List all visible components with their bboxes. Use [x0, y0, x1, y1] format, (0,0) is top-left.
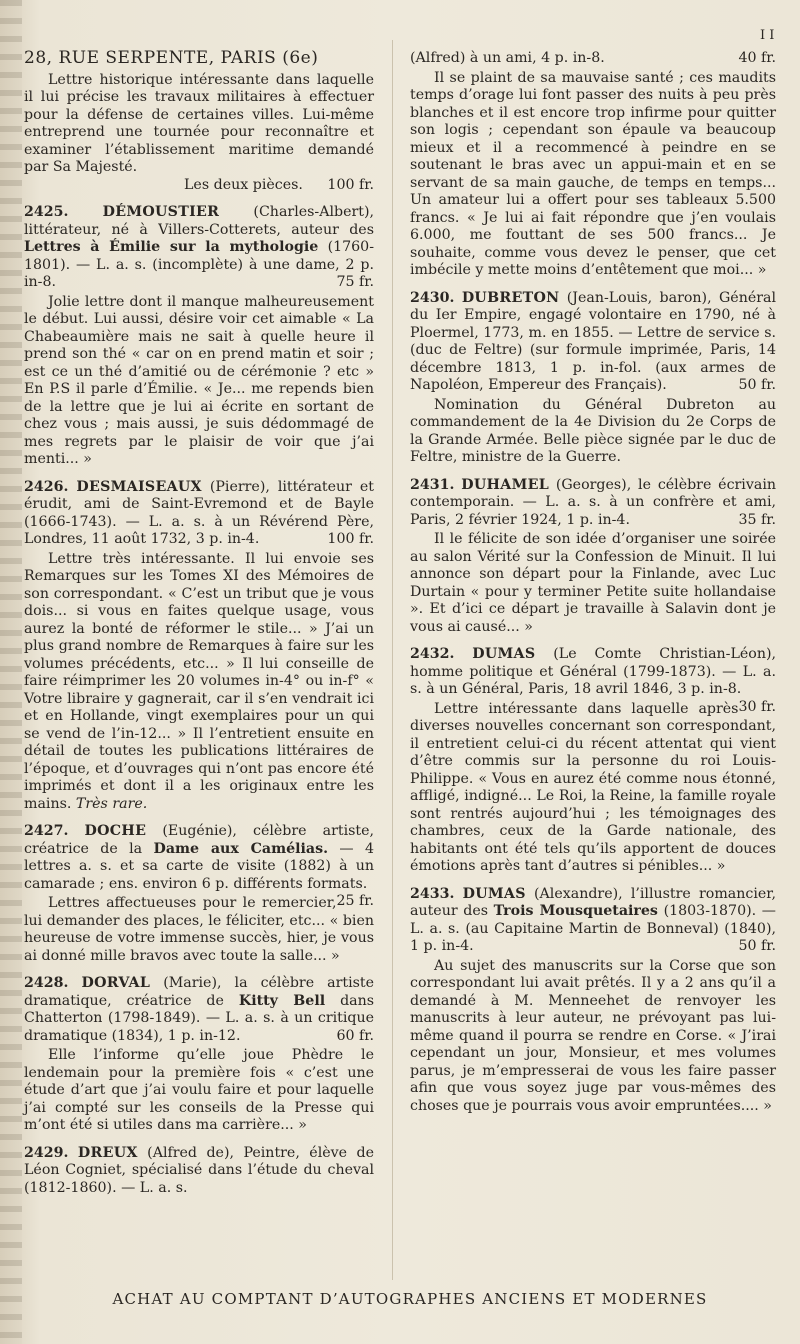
entry-2426 [24, 479, 374, 814]
entry-number: 2431. [410, 476, 455, 493]
entry-desc2: (1760-1801). — L. a. s. (incomplète) à une dame, 2 p. in-8. [24, 239, 374, 290]
entry-name: DÉMOUSTIER [102, 204, 220, 220]
column-divider [392, 40, 393, 1280]
right-column [410, 50, 776, 1125]
entry-title: Trois Mousquetaires [493, 903, 658, 919]
entry-2432 [410, 646, 776, 876]
entry-2428 [24, 975, 374, 1135]
entry-name: DESMAISEAUX [76, 478, 202, 495]
entry-number: 2427. [24, 823, 69, 839]
entry-body: Nomination du Général Dubreton au commandement de la 4e Division du 2e Corps de la Grande Armée. Belle pièce signée par le duc de Feltre, ministre de la Guerre. [410, 396, 776, 465]
entry-desc: (Eugénie), célèbre artiste, créatrice de la [24, 823, 375, 857]
entry-head [24, 975, 374, 1045]
entry-2433 [410, 886, 776, 1116]
entry-desc: (Charles-Albert), littérateur, né à Villers-Cotterets, auteur des [24, 204, 374, 238]
entry-desc: (Marie), la célèbre artiste dramatique, créatrice de [24, 975, 375, 1009]
entry-price: 35 fr. [738, 511, 776, 528]
entry-2429 [24, 1145, 374, 1198]
entry-price: 50 fr. [738, 938, 776, 954]
left-column [24, 50, 374, 1207]
entry-number: 2425. [24, 204, 69, 220]
entry-number: 2433. [410, 885, 455, 902]
entry-head [410, 290, 776, 395]
entry-2431 [410, 477, 776, 637]
entry-desc: (Georges), le célèbre écrivain contemporain. — L. a. s. à un confrère et ami, Paris, 2 février 1924, 1 p. in-4. [410, 476, 776, 528]
entry-number: 2429. [24, 1144, 69, 1161]
entry-name: DREUX [77, 1144, 138, 1161]
page-header: 28, RUE SERPENTE, PARIS (6e) [24, 48, 319, 68]
entry-number: 2426. [24, 478, 69, 495]
continuation-line [410, 50, 776, 68]
intro-price: 100 fr. [327, 176, 374, 193]
page-edge [0, 0, 22, 1344]
entry-desc: (Pierre), littérateur et érudit, ami de Saint-Evremond et de Bayle (1666-1743). — L. a. s. à un Révérend Père, Londres, 11 août 1732, 3 p. in-4. [24, 478, 375, 547]
entry-title: Dame aux Camélias. [153, 840, 329, 857]
entry-price: 75 fr. [336, 274, 374, 290]
continuation-text: (Alfred) à un ami, 4 p. in-8. [410, 50, 605, 66]
intro-price-line [24, 177, 374, 195]
entry-2430 [410, 290, 776, 467]
entry-number: 2430. [410, 289, 455, 306]
entry-desc2: — 4 lettres a. s. et sa carte de visite (1882) à un camarade ; ens. environ 6 p. différents formats. [24, 840, 374, 892]
entry-title: Lettres à Émilie sur la mythologie [24, 239, 319, 255]
page-number: I I [760, 28, 775, 43]
entry-2427 [24, 823, 374, 965]
entry-head [24, 1145, 374, 1198]
entry-head [410, 477, 776, 530]
entry-head [24, 823, 375, 909]
entry-head [410, 646, 776, 715]
intro-text: Lettre historique intéressante dans laquelle il lui précise les travaux militaires à effectuer pour la défense de certaines villes. Lui-même entreprend une tournée pour reconnaître et examiner l’établissement maritime demandé par Sa Majesté. [24, 71, 374, 175]
entry-head [24, 479, 374, 549]
page-footer: ACHAT AU COMPTANT D’AUTOGRAPHES ANCIENS ET MODERNES [112, 1290, 708, 1308]
entry-desc2: dans Chatterton (1798-1849). — L. a. s. à un critique dramatique (1834), 1 p. in-12. [24, 992, 375, 1044]
intro-price-label: Les deux pièces. [184, 176, 303, 193]
entry-price: 50 fr. [738, 377, 776, 393]
entry-body: Il le félicite de son idée d’organiser une soirée au salon Vérité sur la Confession de Minuit. Il lui annonce son départ pour la Finlande, avec Luc Durtain « pour y terminer Petite suite hollandaise ». Et d’ici ce départ je travaille à Salavin dont je vous ai causé... » [410, 531, 776, 635]
entry-price: 60 fr. [336, 1027, 374, 1044]
entry-name: DUHAMEL [461, 476, 549, 493]
entry-name: DUBRETON [461, 289, 560, 306]
entry-body [24, 551, 374, 814]
entry-name: DUMAS [472, 646, 536, 662]
intro-entry [24, 50, 374, 194]
entry-number: 2428. [24, 975, 69, 991]
entry-body-text: Lettre très intéressante. Il lui envoie ses Remarques sur les Tomes XI des Mémoires de son correspondant. « C’est un tribut que je vous dois... si vous en faites quelque usage, vous aurez la bonté de réformer le stile... » J’ai un plus grand nombre de Remarques à faire sur les volumes précédents, etc... » Il lui conseille de faire réimprimer les 20 volumes in-4° ou in-f° « Votre libraire y gagnerait, car il s’en vendrait ici et en Hollande, vingt exemplaires pour un qui se vend de l’in-12... » Il l’entretient ensuite en détail de toutes les publications littéraires de l’époque, et d’ouvrages qui n’ont pas encore été imprimés et dont il a les originaux entre les mains. [24, 550, 374, 812]
entry-body: Au sujet des manuscrits sur la Corse que son correspondant lui avait prêtés. Il y a 2 ans qu’il a demandé à M. Menneehet de renvoyer les manuscrits à leur auteur, ne prévoyant pas lui-même quand il pourra se rendre en Corse. « J’irai cependant un jour, Monsieur, et mes volumes parus, je m’empresserai de vous les faire passer afin que vous soyez juge par vous-mêmes des choses que je pourrais vous avoir empruntées.... » [410, 957, 776, 1114]
entry-price: 25 fr. [336, 893, 374, 909]
entry-desc: (Alfred de), Peintre, élève de Léon Cogniet, spécialisé dans l’étude du cheval (1812-1860). — L. a. s. [24, 1144, 374, 1196]
entry-note: Très rare. [75, 795, 148, 812]
continuation-price: 40 fr. [738, 50, 776, 66]
entry-name: DOCHE [84, 823, 147, 839]
entry-head [24, 204, 374, 292]
entry-desc2: (1803-1870). — L. a. s. (au Capitaine Martin de Bonneval) (1840), 1 p. in-4. [410, 903, 776, 954]
entry-2429-continued [410, 50, 776, 280]
entry-body: Jolie lettre dont il manque malheureusement le début. Lui aussi, désire voir cet aimable « La Chabeaumière mais ne sait à quelle heure il prend son thé « car on en prend matin et soir ; est ce un thé d’amitié ou de cérémonie ? etc » En P.S il parle d’Émilie. « Je... me repends bien de la lettre que je lui ai écrite en sortant de chez vous ; mais aussi, je suis dédommagé de mes regrets par le plaisir de voir que j’ai menti... » [24, 293, 374, 467]
entry-price: 30 fr. [738, 698, 776, 715]
entry-head [410, 886, 776, 956]
entry-price: 100 fr. [327, 531, 374, 547]
entry-desc: (Alexandre), l’illustre romancier, auteur des [410, 885, 776, 919]
entry-2425 [24, 204, 374, 469]
entry-body: Lettre intéressante dans laquelle après diverses nouvelles concernant son correspondant, il entretient celui-ci du récent attentat qui vient d’être commis sur la personne du roi Louis-Philippe. « Vous en aurez été comme nous étonné, affligé, indigné... Le Roi, la Reine, la famille royale sont rentrés aujourd’hui ; les témoignages des chambres, ceux de la Garde nationale, des habitants ont été tels qu’ils apportent de douces émotions après tant d’autres si pénibles... » [410, 700, 776, 874]
entry-number: 2432. [410, 646, 455, 662]
entry-title: Kitty Bell [238, 992, 326, 1009]
entry-body: Lettres affectueuses pour le remercier, lui demander des places, le féliciter, etc... « bien heureuse de votre immense succès, hier, je vous ai donné mille bravos avec toute la salle... » [24, 895, 374, 964]
entry-name: DORVAL [81, 975, 151, 991]
entry-desc: (Jean-Louis, baron), Général du Ier Empire, engagé volontaire en 1790, né à Ploermel, 1773, m. en 1855. — Lettre de service s. (duc de Feltre) (sur formule imprimée, Paris, 14 décembre 1813, 1 p. in-fol. (aux armes de Napoléon, Empereur des Français). [410, 289, 777, 393]
entry-body: Elle l’informe qu’elle joue Phèdre le lendemain pour la première fois « c’est une étude d’art que j’ai voulu faire et pour laquelle j’ai compté sur les conseils de la Presse qui m’ont été si utiles dans ma carrière... » [24, 1047, 374, 1133]
entry-desc: (Le Comte Christian-Léon), homme politique et Général (1799-1873). — L. a. s. à un Général, Paris, 18 avril 1846, 3 p. in-8. [410, 646, 776, 697]
entry-name: DUMAS [462, 885, 526, 902]
entry-body: Il se plaint de sa mauvaise santé ; ces maudits temps d’orage lui font passer des nuits à peu près blanches et il est encore trop infirme pour quitter son logis ; cependant son épaule va beaucoup mieux et il a recommencé à peindre en se soutenant le bras avec un appui-main et en se servant de sa main gauche, de temps en temps... Un amateur lui a offert pour ses tableaux 5.500 francs. « Je lui ai fait répondre que j’en voulais 6.000, me fouttant de ses 500 francs... Je souhaite, comme vous devez le penser, que cet imbécile y mette moins d’entêtement que moi... » [410, 69, 776, 278]
